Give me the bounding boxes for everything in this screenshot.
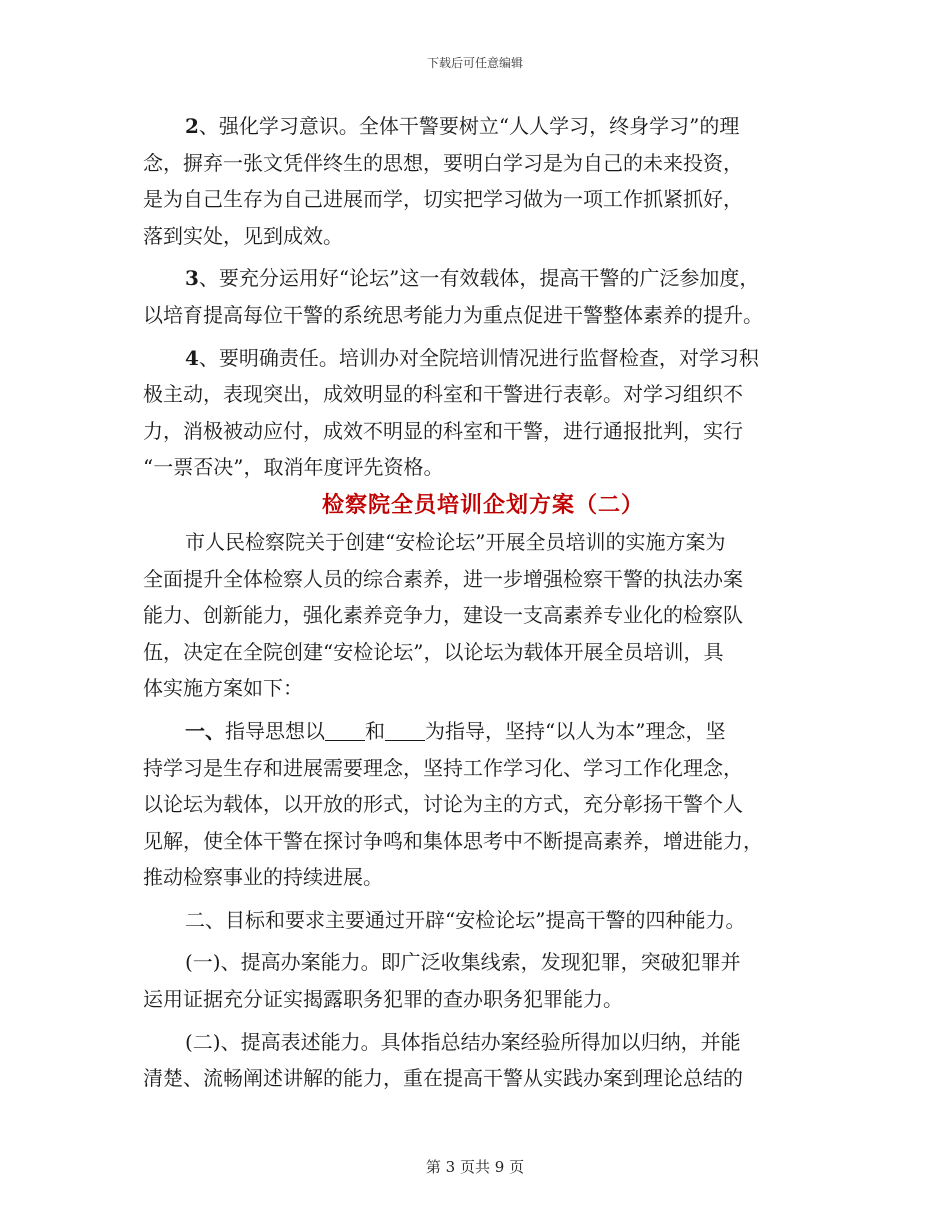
guideline-line-3: 以论坛为载体，以开放的形式，讨论为主的方式，充分彰扬干警个人 [143,792,743,817]
paragraph-3-line-1 [143,260,823,297]
intro-line-4: 伍，决定在全院创建“安检论坛”，以论坛为载体开展全员培训，具 [143,639,724,664]
guideline-line-1 [143,713,823,750]
ability-2-line-2: 清楚、流畅阐述讲解的能力，重在提高干警从实践办案到理论总结的 [143,1066,743,1091]
blank-field [385,718,425,741]
guideline-line-2: 持学习是生存和进展需要理念，坚持工作学习化、学习工作化理念， [143,755,743,780]
paragraph-4-line-4: “一票否决”，取消年度评先资格。 [143,455,444,480]
guideline-line-4: 见解，使全体干警在探讨争鸣和集体思考中不断提高素养，增进能力， [143,828,763,853]
item-number: 2 [185,114,199,138]
ability-1-line-2: 运用证据充分证实揭露职务犯罪的查办职务犯罪能力。 [143,987,623,1012]
intro-line-2: 全面提升全体检察人员的综合素养，进一步增强检察干警的执法办案 [143,566,743,591]
document-body [143,108,823,1097]
paragraph-4-line-2: 极主动，表现突出，成效明显的科室和干警进行表彰。对学习组织不 [143,382,743,407]
section-label: 一、 [185,718,225,743]
paragraph-4-line-1 [143,340,823,377]
ability-1-line-1: (一)、提高办案能力。即广泛收集线索，发现犯罪，突破犯罪并 [185,950,741,975]
line-text: 、要充分运用好“论坛”这一有效载体，提高干警的广泛参加度， [198,266,760,291]
blank-field [325,718,365,741]
paragraph-3-line-2: 以培育提高每位干警的系统思考能力为重点促进干警整体素养的提升。 [143,302,763,327]
page-header: 下载后可任意编辑 [426,56,523,70]
section-title: 检察院全员培训企划方案（二） [321,491,644,518]
line-text: 为指导，坚持“以人为本”理念，坚 [425,718,726,743]
intro-line-5: 体实施方案如下： [143,676,303,701]
paragraph-2-line-3: 是为自己生存为自己进展而学，切实把学习做为一项工作抓紧抓好， [143,187,743,212]
line-text: 和 [365,718,385,743]
ability-2-line-1: (二)、提高表述能力。具体指总结办案经验所得加以归纳，并能 [185,1029,741,1054]
line-text: 指导思想以 [225,718,325,743]
paragraph-2-line-1 [143,108,823,145]
intro-line-1: 市人民检察院关于创建“安检论坛”开展全员培训的实施方案为 [185,529,726,554]
item-number: 3 [185,266,199,291]
line-text: 、要明确责任。培训办对全院培训情况进行监督检查，对学习积 [198,345,759,370]
goals-line: 二、目标和要求主要通过开辟“安检论坛”提高干警的四种能力。 [185,907,746,932]
page-footer: 第 3 页共 9 页 [425,1158,525,1176]
guideline-line-5: 推动检察事业的持续进展。 [143,865,383,890]
item-number: 4 [185,345,199,370]
line-text: 、强化学习意识。全体干警要树立“人人学习，终身学习”的理 [198,114,740,138]
paragraph-4-line-3: 力，消极被动应付，成效不明显的科室和干警，进行通报批判，实行 [143,418,743,443]
intro-line-3: 能力、创新能力，强化素养竞争力，建设一支高素养专业化的检察队 [143,603,743,628]
paragraph-2-line-2: 念，摒弃一张文凭伴终生的思想，要明白学习是为自己的未来投资， [143,150,743,175]
paragraph-2-line-4: 落到实处，见到成效。 [143,223,343,248]
